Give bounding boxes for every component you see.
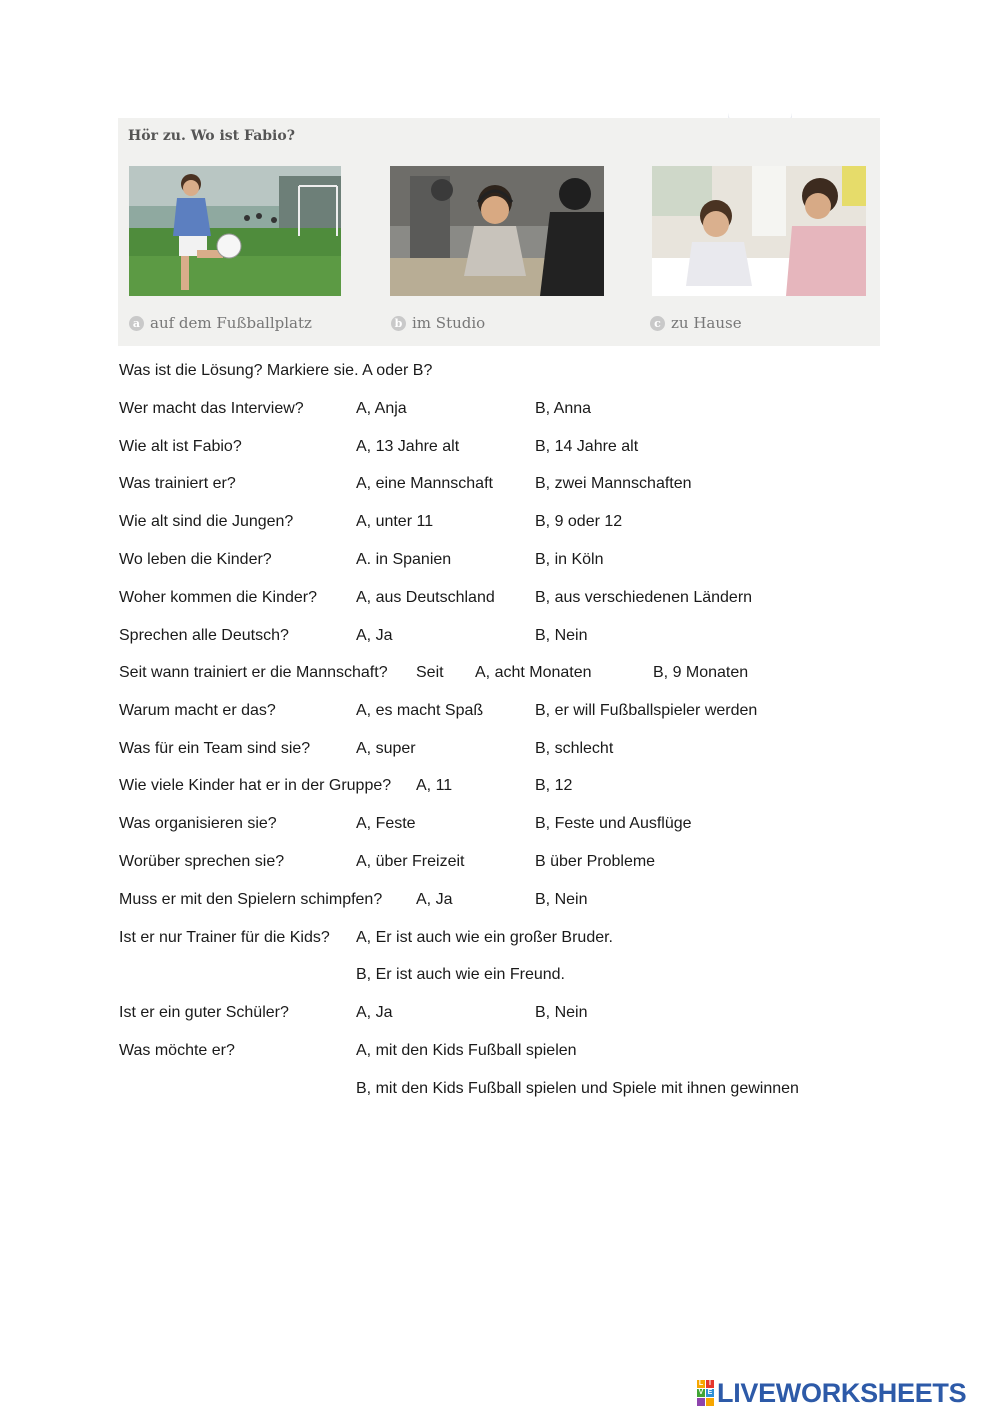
answer-a[interactable]: A, Er ist auch wie ein großer Bruder. [356, 929, 613, 946]
answer-a[interactable]: A, Ja [416, 891, 453, 908]
logo-tile [697, 1398, 705, 1406]
question-text: Ist er nur Trainer für die Kids? [119, 929, 330, 946]
question-text: Warum macht er das? [119, 702, 276, 719]
answer-b[interactable]: B, 14 Jahre alt [535, 438, 639, 455]
question-text: Was möchte er? [119, 1042, 235, 1059]
question-text-suffix: Seit [416, 664, 444, 681]
question-row [0, 475, 1000, 497]
answer-a[interactable]: A, mit den Kids Fußball spielen [356, 1042, 577, 1059]
question-text: Ist er ein guter Schüler? [119, 1004, 289, 1021]
answer-b[interactable]: B, aus verschiedenen Ländern [535, 589, 753, 606]
question-text: Sprechen alle Deutsch? [119, 627, 289, 644]
question-text: Was organisieren sie? [119, 815, 277, 832]
question-text: Woher kommen die Kinder? [119, 589, 318, 606]
photo-studio [390, 166, 604, 296]
answer-b[interactable]: B, 12 [535, 777, 573, 794]
logo-tile [706, 1398, 714, 1406]
logo-tile: L [698, 1380, 704, 1387]
question-row [0, 1004, 1000, 1026]
answer-b[interactable]: B, mit den Kids Fußball spielen und Spiele mit ihnen gewinnen [356, 1080, 799, 1097]
question-text: Worüber sprechen sie? [119, 853, 285, 870]
question-text: Wie alt sind die Jungen? [119, 513, 294, 530]
logo-tile: I [706, 1380, 714, 1388]
caption-text-c: zu Hause [671, 314, 742, 332]
answer-a[interactable]: A, unter 11 [356, 513, 434, 530]
answer-b[interactable]: B, Nein [535, 1004, 588, 1021]
answer-a[interactable]: A, Feste [356, 815, 416, 832]
caption-text-a: auf dem Fußballplatz [150, 314, 312, 332]
question-row [0, 589, 1000, 611]
caption-letter-a: a [129, 316, 144, 331]
question-row [0, 627, 1000, 649]
question-row [0, 929, 1000, 951]
answer-b[interactable]: B, er will Fußballspieler werden [535, 702, 758, 719]
answer-a[interactable]: A. in Spanien [356, 551, 452, 568]
answer-a[interactable]: A, super [356, 740, 416, 757]
question-text: Muss er mit den Spielern schimpfen? [119, 891, 383, 908]
question-text: Wer macht das Interview? [119, 400, 304, 417]
answer-a[interactable]: A, 13 Jahre alt [356, 438, 460, 455]
question-row [0, 438, 1000, 460]
question-text: Wie viele Kinder hat er in der Gruppe? [119, 777, 392, 794]
question-text: Seit wann trainiert er die Mannschaft? [119, 664, 388, 681]
caption-letter-b: b [391, 316, 406, 331]
answer-a[interactable]: A, eine Mannschaft [356, 475, 493, 492]
question-row [0, 853, 1000, 875]
logo-icon [697, 1380, 714, 1406]
caption-b [391, 314, 485, 332]
question-row [0, 513, 1000, 535]
answer-a[interactable]: A, 11 [416, 777, 453, 794]
photo-football-field [129, 166, 341, 296]
liveworksheets-logo [697, 1378, 966, 1408]
logo-tile: E [707, 1389, 713, 1396]
panel-title: Hör zu. Wo ist Fabio? [128, 128, 295, 144]
question-row [0, 740, 1000, 762]
question-row [0, 891, 1000, 913]
caption-letter-c: c [650, 316, 665, 331]
answer-b[interactable]: B, Anna [535, 400, 592, 417]
answer-a[interactable]: A, Ja [356, 627, 393, 644]
answer-b[interactable]: B, in Köln [535, 551, 604, 568]
answer-b[interactable]: B, Er ist auch wie ein Freund. [356, 966, 565, 983]
photo-at-home [652, 166, 866, 296]
answer-a[interactable]: A, Ja [356, 1004, 393, 1021]
answer-b[interactable]: B, 9 oder 12 [535, 513, 623, 530]
answer-b[interactable]: B, Feste und Ausflüge [535, 815, 692, 832]
caption-c [650, 314, 742, 332]
answer-b[interactable]: B, Nein [535, 891, 588, 908]
question-row-continuation [0, 1080, 1000, 1102]
instruction-text: Was ist die Lösung? Markiere sie. A oder B? [119, 362, 433, 379]
answer-a[interactable]: A, acht Monaten [475, 664, 592, 681]
answer-b[interactable]: B, zwei Mannschaften [535, 475, 692, 492]
caption-text-b: im Studio [412, 314, 486, 332]
answer-b[interactable]: B, Nein [535, 627, 588, 644]
question-row [0, 551, 1000, 573]
answer-b[interactable]: B, 9 Monaten [653, 664, 749, 681]
answer-a[interactable]: A, Anja [356, 400, 407, 417]
caption-a [129, 314, 312, 332]
question-row [0, 815, 1000, 837]
question-row [0, 400, 1000, 422]
question-text: Was für ein Team sind sie? [119, 740, 311, 757]
answer-b[interactable]: B, schlecht [535, 740, 614, 757]
logo-text: LIVEWORKSHEETS [717, 1377, 967, 1408]
question-row [0, 1042, 1000, 1064]
question-row [0, 702, 1000, 724]
question-row [0, 777, 1000, 799]
question-text: Wie alt ist Fabio? [119, 438, 242, 455]
question-row [0, 664, 1000, 686]
question-text: Was trainiert er? [119, 475, 236, 492]
logo-tile: V [698, 1389, 704, 1396]
answer-a[interactable]: A, aus Deutschland [356, 589, 495, 606]
answer-a[interactable]: A, über Freizeit [356, 853, 465, 870]
answer-b[interactable]: B über Probleme [535, 853, 656, 870]
question-text: Wo leben die Kinder? [119, 551, 272, 568]
answer-a[interactable]: A, es macht Spaß [356, 702, 484, 719]
listening-picture-panel [118, 118, 880, 346]
question-row-continuation [0, 966, 1000, 988]
